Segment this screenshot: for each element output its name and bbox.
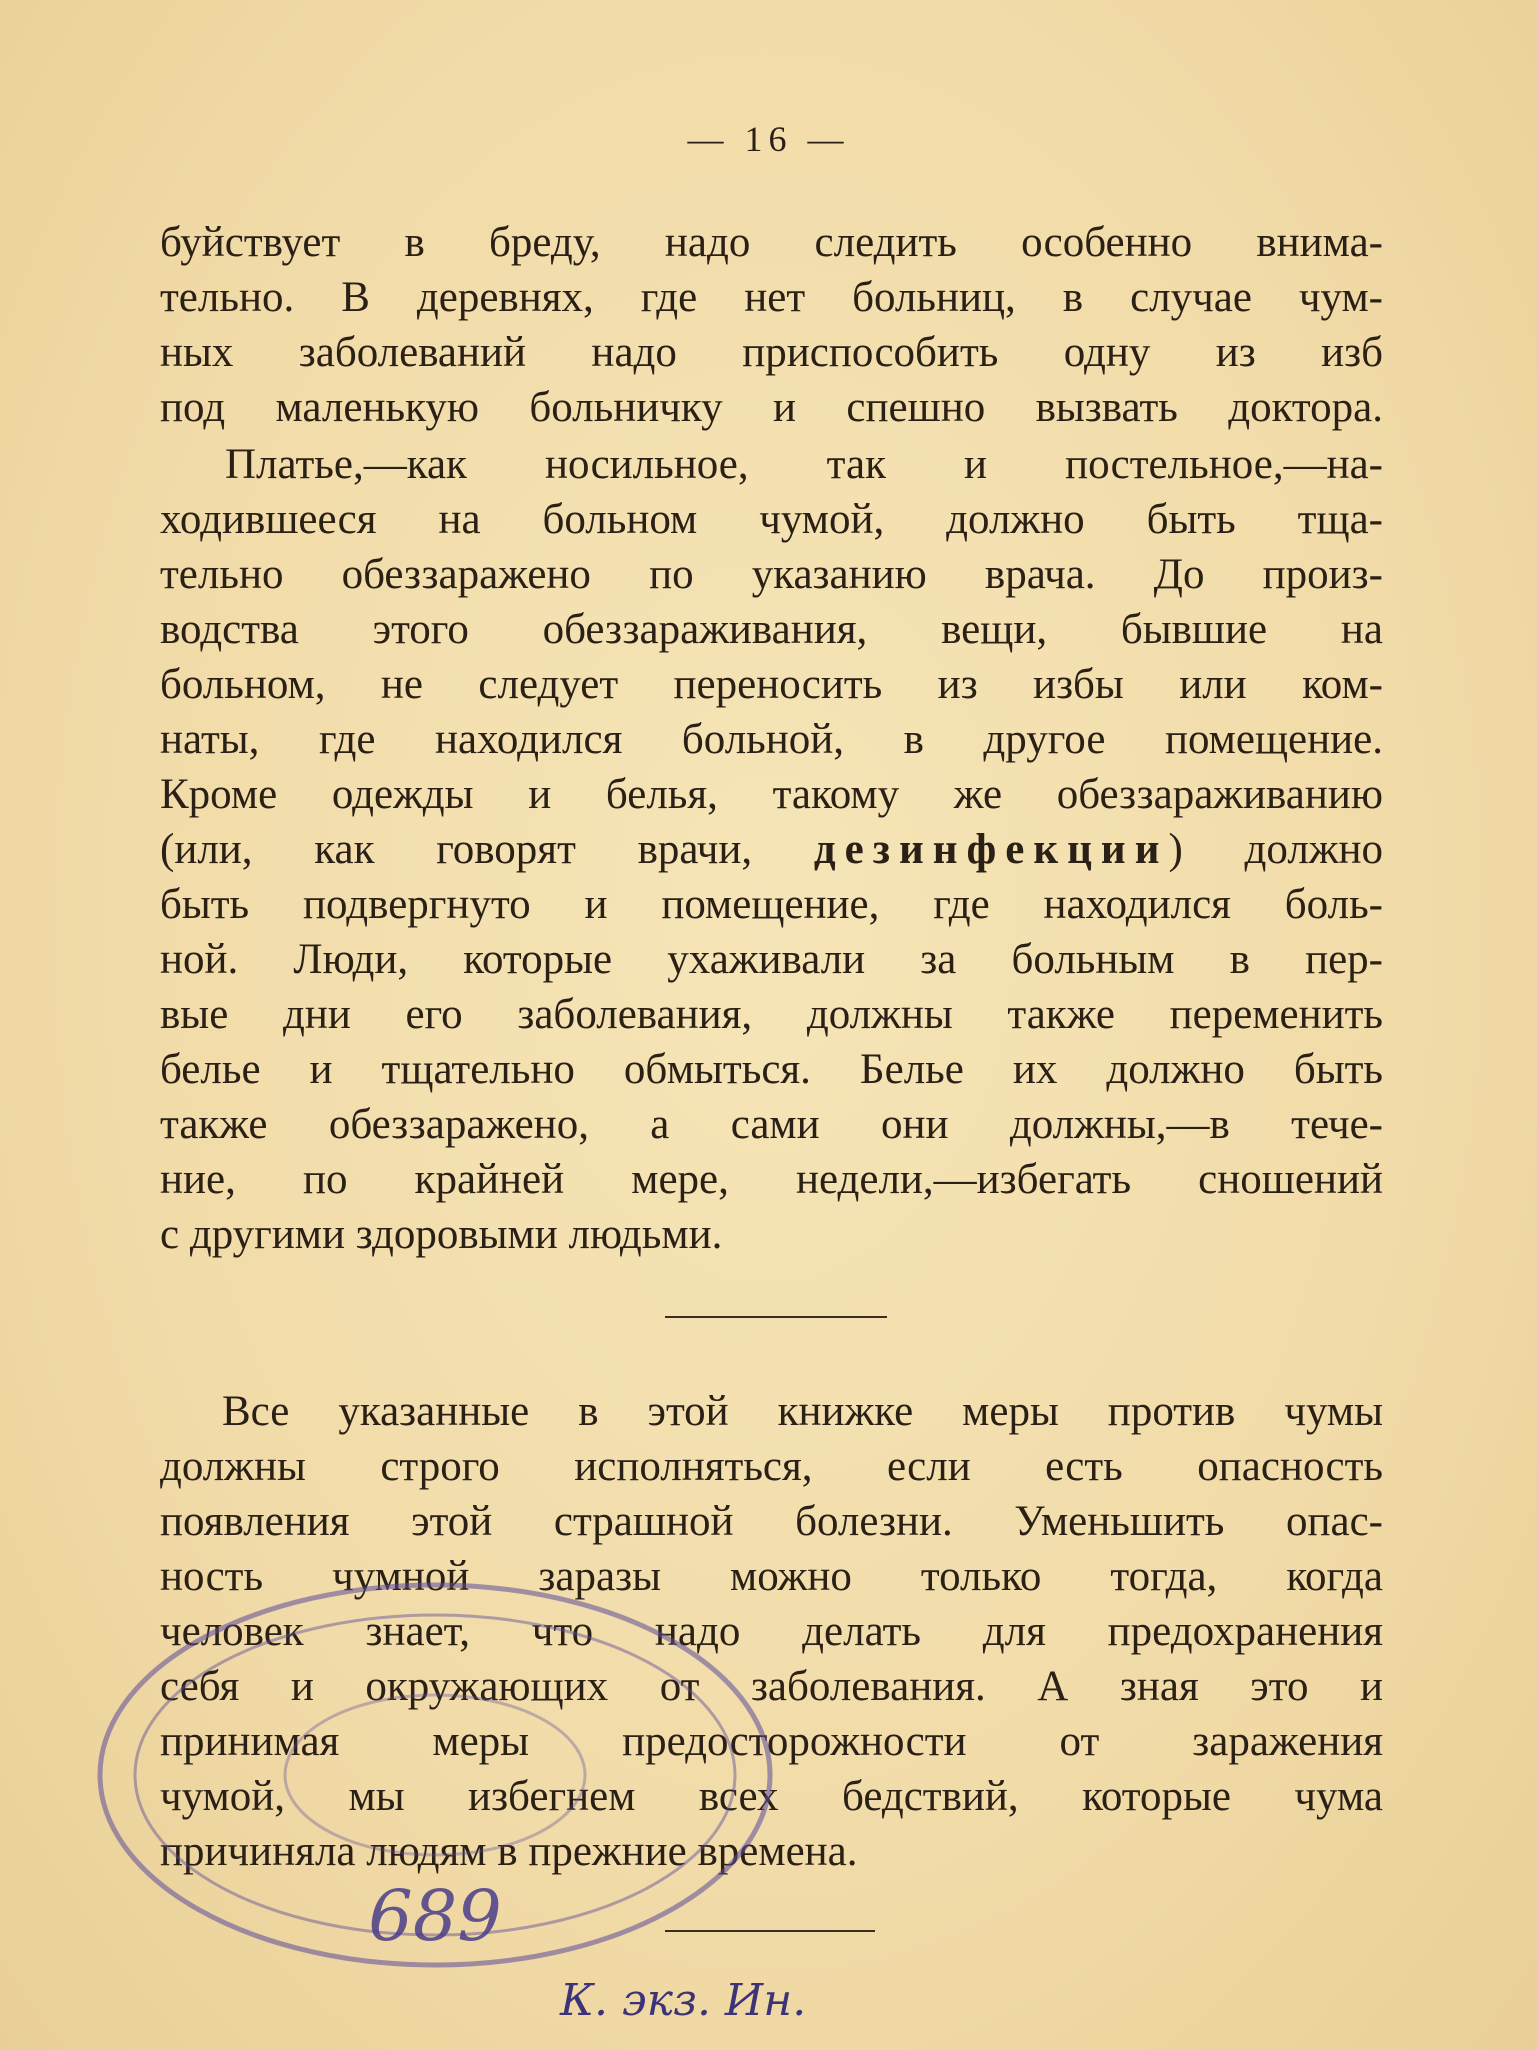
text-line: себя и окружающих от заболевания. А зная это и	[160, 1663, 1383, 1710]
text-line: ных заболеваний надо приспособить одну из изб	[160, 329, 1383, 376]
section-divider	[665, 1316, 887, 1318]
text-line: Кроме одежды и белья, такому же обеззараживанию	[160, 771, 1383, 818]
text-line: с другими здоровыми людьми.	[160, 1211, 723, 1258]
page-number: — 16 —	[687, 119, 850, 159]
text-line: ходившееся на больном чумой, должно быть тща-	[160, 496, 1383, 543]
text-line: наты, где находился больной, в другое помещение.	[160, 716, 1383, 763]
text-line: человек знает, что надо делать для предохранения	[160, 1608, 1383, 1655]
text-line: водства этого обеззараживания, вещи, бывшие на	[160, 606, 1383, 653]
text-line: чумой, мы избегнем всех бедствий, которые чума	[160, 1773, 1383, 1820]
handwritten-note: К. экз. Ин.	[560, 1975, 807, 2026]
text-line: должны строго исполняться, если есть опасность	[160, 1443, 1383, 1490]
text-line: под маленькую больничку и спешно вызвать доктора.	[160, 384, 1383, 431]
text-line: появления этой страшной болезни. Уменьшить опас-	[160, 1498, 1383, 1545]
text-line: тельно. В деревнях, где нет больниц, в случае чум-	[160, 274, 1383, 321]
library-stamp	[85, 1565, 785, 1985]
text-line: ной. Люди, которые ухаживали за больным в пер-	[160, 936, 1383, 983]
stamp-number: 689	[368, 1875, 502, 1957]
text-line: вые дни его заболевания, должны также переменить	[160, 991, 1383, 1038]
text-line: также обеззаражено, а сами они должны,—в тече-	[160, 1101, 1383, 1148]
emphasized-word: дезинфекции	[813, 826, 1169, 873]
text-line: Платье,—как носильное, так и постельное,—на-	[225, 441, 1383, 488]
text-line: принимая меры предосторожности от заражения	[160, 1718, 1383, 1765]
text-line: причиняла людям в прежние времена.	[160, 1828, 858, 1875]
text-line: Все указанные в этой книжке меры против чумы	[222, 1388, 1383, 1435]
text-segment: ) должно	[1168, 826, 1384, 873]
text-line: больном, не следует переносить из избы или ком-	[160, 661, 1383, 708]
text-segment: (или, как говорят врачи,	[160, 826, 814, 873]
text-line: белье и тщательно обмыться. Белье их должно быть	[160, 1046, 1383, 1093]
text-line: буйствует в бреду, надо следить особенно внима-	[160, 219, 1383, 266]
text-line: ние, по крайней мере, недели,—избегать сношений	[160, 1156, 1383, 1203]
text-line: ность чумной заразы можно только тогда, когда	[160, 1553, 1383, 1600]
text-line: быть подвергнуто и помещение, где находился боль-	[160, 881, 1383, 928]
text-line: тельно обеззаражено по указанию врача. До произ-	[160, 551, 1383, 598]
text-line-with-emphasis	[160, 822, 1383, 877]
